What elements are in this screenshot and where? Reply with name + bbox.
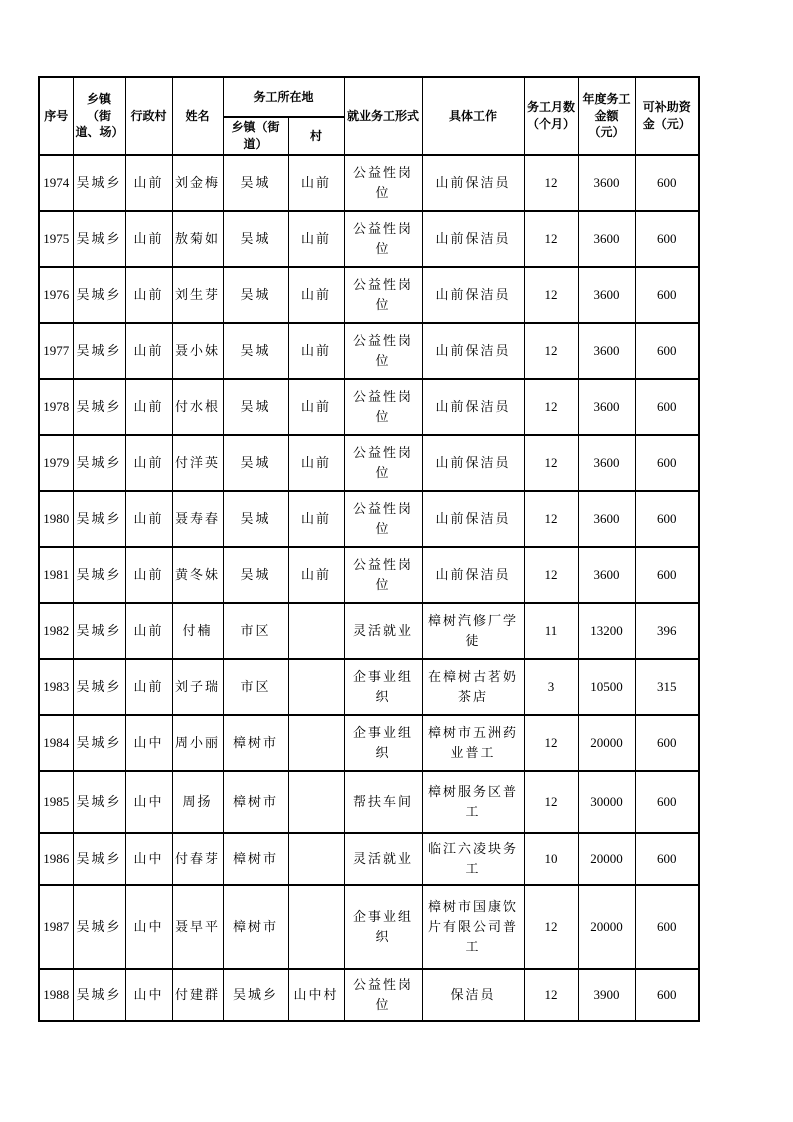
cell-annual_amount: 3600 [578,491,635,547]
cell-township: 吴城乡 [73,155,125,211]
cell-subsidy_amount: 600 [635,715,699,771]
employment-subsidy-table [38,76,700,1022]
cell-name: 聂小妹 [172,323,223,379]
cell-specific_job: 山前保洁员 [422,435,524,491]
cell-work_township: 吴城 [223,435,288,491]
header-work-months: 务工月数（个月） [524,77,578,155]
cell-subsidy_amount: 600 [635,155,699,211]
cell-work_village: 山前 [288,323,344,379]
cell-seq: 1981 [39,547,73,603]
cell-specific_job: 樟树市五洲药业普工 [422,715,524,771]
cell-work_months: 12 [524,155,578,211]
cell-employment_form: 公益性岗位 [344,547,422,603]
cell-admin_village: 山中 [125,833,172,885]
header-seq: 序号 [39,77,73,155]
cell-work_village: 山前 [288,267,344,323]
header-specific-job: 具体工作 [422,77,524,155]
cell-annual_amount: 20000 [578,833,635,885]
cell-specific_job: 山前保洁员 [422,491,524,547]
cell-specific_job: 在樟树古茗奶茶店 [422,659,524,715]
cell-work_village [288,885,344,969]
cell-admin_village: 山前 [125,267,172,323]
cell-subsidy_amount: 600 [635,833,699,885]
cell-work_months: 3 [524,659,578,715]
cell-work_village: 山前 [288,547,344,603]
table-row [39,155,699,211]
cell-admin_village: 山前 [125,435,172,491]
header-township: 乡镇（街道、场） [73,77,125,155]
cell-name: 刘金梅 [172,155,223,211]
cell-township: 吴城乡 [73,547,125,603]
cell-subsidy_amount: 600 [635,969,699,1021]
cell-subsidy_amount: 396 [635,603,699,659]
cell-name: 刘子瑞 [172,659,223,715]
table-row [39,211,699,267]
cell-work_township: 市区 [223,659,288,715]
cell-name: 聂早平 [172,885,223,969]
cell-admin_village: 山前 [125,211,172,267]
header-subsidy-amount: 可补助资金（元） [635,77,699,155]
header-work-village: 村 [288,117,344,155]
cell-work_village [288,771,344,833]
cell-work_township: 樟树市 [223,771,288,833]
cell-name: 敖菊如 [172,211,223,267]
cell-work_months: 12 [524,211,578,267]
table-row [39,715,699,771]
table-row [39,435,699,491]
cell-seq: 1980 [39,491,73,547]
cell-work_township: 吴城 [223,267,288,323]
cell-township: 吴城乡 [73,603,125,659]
cell-seq: 1974 [39,155,73,211]
header-admin-village: 行政村 [125,77,172,155]
cell-township: 吴城乡 [73,267,125,323]
cell-employment_form: 公益性岗位 [344,323,422,379]
cell-seq: 1987 [39,885,73,969]
cell-subsidy_amount: 600 [635,771,699,833]
cell-subsidy_amount: 600 [635,267,699,323]
cell-work_village: 山中村 [288,969,344,1021]
cell-work_township: 吴城 [223,155,288,211]
cell-employment_form: 公益性岗位 [344,267,422,323]
cell-township: 吴城乡 [73,969,125,1021]
cell-name: 付建群 [172,969,223,1021]
cell-name: 付洋英 [172,435,223,491]
table-row [39,885,699,969]
cell-township: 吴城乡 [73,715,125,771]
cell-work_months: 12 [524,885,578,969]
cell-seq: 1979 [39,435,73,491]
cell-seq: 1977 [39,323,73,379]
cell-name: 付春芽 [172,833,223,885]
cell-work_village [288,603,344,659]
cell-annual_amount: 3600 [578,435,635,491]
cell-work_township: 吴城 [223,211,288,267]
cell-employment_form: 公益性岗位 [344,969,422,1021]
cell-work_township: 吴城乡 [223,969,288,1021]
cell-specific_job: 临江六凌块务工 [422,833,524,885]
cell-specific_job: 山前保洁员 [422,379,524,435]
cell-subsidy_amount: 315 [635,659,699,715]
cell-work_months: 12 [524,267,578,323]
cell-township: 吴城乡 [73,211,125,267]
cell-work_months: 12 [524,379,578,435]
cell-seq: 1988 [39,969,73,1021]
cell-subsidy_amount: 600 [635,491,699,547]
cell-township: 吴城乡 [73,771,125,833]
cell-work_township: 樟树市 [223,885,288,969]
cell-name: 黄冬妹 [172,547,223,603]
cell-seq: 1976 [39,267,73,323]
cell-seq: 1984 [39,715,73,771]
cell-work_village: 山前 [288,491,344,547]
table-row [39,603,699,659]
cell-annual_amount: 3600 [578,211,635,267]
cell-work_months: 12 [524,323,578,379]
cell-annual_amount: 3600 [578,379,635,435]
cell-township: 吴城乡 [73,379,125,435]
header-annual-amount: 年度务工金额（元） [578,77,635,155]
cell-work_village [288,715,344,771]
cell-admin_village: 山前 [125,323,172,379]
cell-work_township: 吴城 [223,491,288,547]
cell-subsidy_amount: 600 [635,547,699,603]
cell-admin_village: 山前 [125,547,172,603]
cell-annual_amount: 3600 [578,155,635,211]
cell-township: 吴城乡 [73,833,125,885]
cell-specific_job: 樟树市国康饮片有限公司普工 [422,885,524,969]
cell-name: 周扬 [172,771,223,833]
cell-specific_job: 山前保洁员 [422,323,524,379]
cell-work_village [288,659,344,715]
header-work-township: 乡镇（街道） [223,117,288,155]
cell-annual_amount: 3900 [578,969,635,1021]
table-row [39,491,699,547]
table-row [39,267,699,323]
cell-name: 刘生芽 [172,267,223,323]
cell-township: 吴城乡 [73,435,125,491]
table-row [39,659,699,715]
cell-work_township: 吴城 [223,547,288,603]
cell-work_village: 山前 [288,211,344,267]
cell-specific_job: 樟树服务区普工 [422,771,524,833]
cell-work_months: 12 [524,969,578,1021]
cell-employment_form: 企事业组织 [344,885,422,969]
cell-specific_job: 樟树汽修厂学徒 [422,603,524,659]
cell-work_village [288,833,344,885]
cell-work_township: 吴城 [223,323,288,379]
cell-annual_amount: 20000 [578,715,635,771]
cell-subsidy_amount: 600 [635,211,699,267]
cell-work_township: 樟树市 [223,833,288,885]
cell-township: 吴城乡 [73,885,125,969]
table-row [39,833,699,885]
cell-seq: 1985 [39,771,73,833]
cell-work_village: 山前 [288,379,344,435]
cell-employment_form: 公益性岗位 [344,211,422,267]
cell-employment_form: 公益性岗位 [344,435,422,491]
cell-subsidy_amount: 600 [635,885,699,969]
cell-admin_village: 山中 [125,715,172,771]
cell-township: 吴城乡 [73,323,125,379]
cell-admin_village: 山前 [125,379,172,435]
cell-seq: 1982 [39,603,73,659]
cell-seq: 1983 [39,659,73,715]
cell-employment_form: 灵活就业 [344,603,422,659]
cell-employment_form: 公益性岗位 [344,379,422,435]
table-header [39,77,699,155]
cell-name: 付水根 [172,379,223,435]
cell-work_village: 山前 [288,435,344,491]
cell-admin_village: 山中 [125,969,172,1021]
cell-seq: 1975 [39,211,73,267]
cell-employment_form: 帮扶车间 [344,771,422,833]
cell-work_months: 12 [524,715,578,771]
cell-admin_village: 山中 [125,885,172,969]
header-work-location-group: 务工所在地 [223,77,344,117]
cell-work_months: 12 [524,771,578,833]
cell-annual_amount: 30000 [578,771,635,833]
cell-employment_form: 企事业组织 [344,659,422,715]
cell-specific_job: 山前保洁员 [422,267,524,323]
cell-work_township: 吴城 [223,379,288,435]
cell-subsidy_amount: 600 [635,323,699,379]
cell-work_months: 12 [524,435,578,491]
cell-employment_form: 企事业组织 [344,715,422,771]
cell-work_months: 10 [524,833,578,885]
table-body [39,155,699,1021]
table-row [39,323,699,379]
table-row [39,771,699,833]
cell-employment_form: 灵活就业 [344,833,422,885]
cell-specific_job: 山前保洁员 [422,211,524,267]
cell-name: 聂寿春 [172,491,223,547]
cell-name: 周小丽 [172,715,223,771]
header-name: 姓名 [172,77,223,155]
cell-specific_job: 山前保洁员 [422,155,524,211]
cell-annual_amount: 10500 [578,659,635,715]
cell-subsidy_amount: 600 [635,435,699,491]
table-row [39,969,699,1021]
cell-annual_amount: 13200 [578,603,635,659]
cell-work_months: 12 [524,547,578,603]
table-row [39,379,699,435]
cell-specific_job: 山前保洁员 [422,547,524,603]
table-row [39,547,699,603]
cell-annual_amount: 3600 [578,267,635,323]
cell-admin_village: 山前 [125,603,172,659]
cell-work_township: 樟树市 [223,715,288,771]
cell-annual_amount: 3600 [578,547,635,603]
cell-work_months: 12 [524,491,578,547]
header-employment-form: 就业务工形式 [344,77,422,155]
cell-township: 吴城乡 [73,491,125,547]
cell-annual_amount: 3600 [578,323,635,379]
cell-work_village: 山前 [288,155,344,211]
cell-work_township: 市区 [223,603,288,659]
cell-name: 付楠 [172,603,223,659]
cell-seq: 1986 [39,833,73,885]
cell-work_months: 11 [524,603,578,659]
cell-specific_job: 保洁员 [422,969,524,1021]
cell-admin_village: 山前 [125,155,172,211]
cell-annual_amount: 20000 [578,885,635,969]
cell-employment_form: 公益性岗位 [344,155,422,211]
cell-employment_form: 公益性岗位 [344,491,422,547]
cell-township: 吴城乡 [73,659,125,715]
cell-subsidy_amount: 600 [635,379,699,435]
cell-seq: 1978 [39,379,73,435]
cell-admin_village: 山前 [125,491,172,547]
cell-admin_village: 山中 [125,771,172,833]
cell-admin_village: 山前 [125,659,172,715]
